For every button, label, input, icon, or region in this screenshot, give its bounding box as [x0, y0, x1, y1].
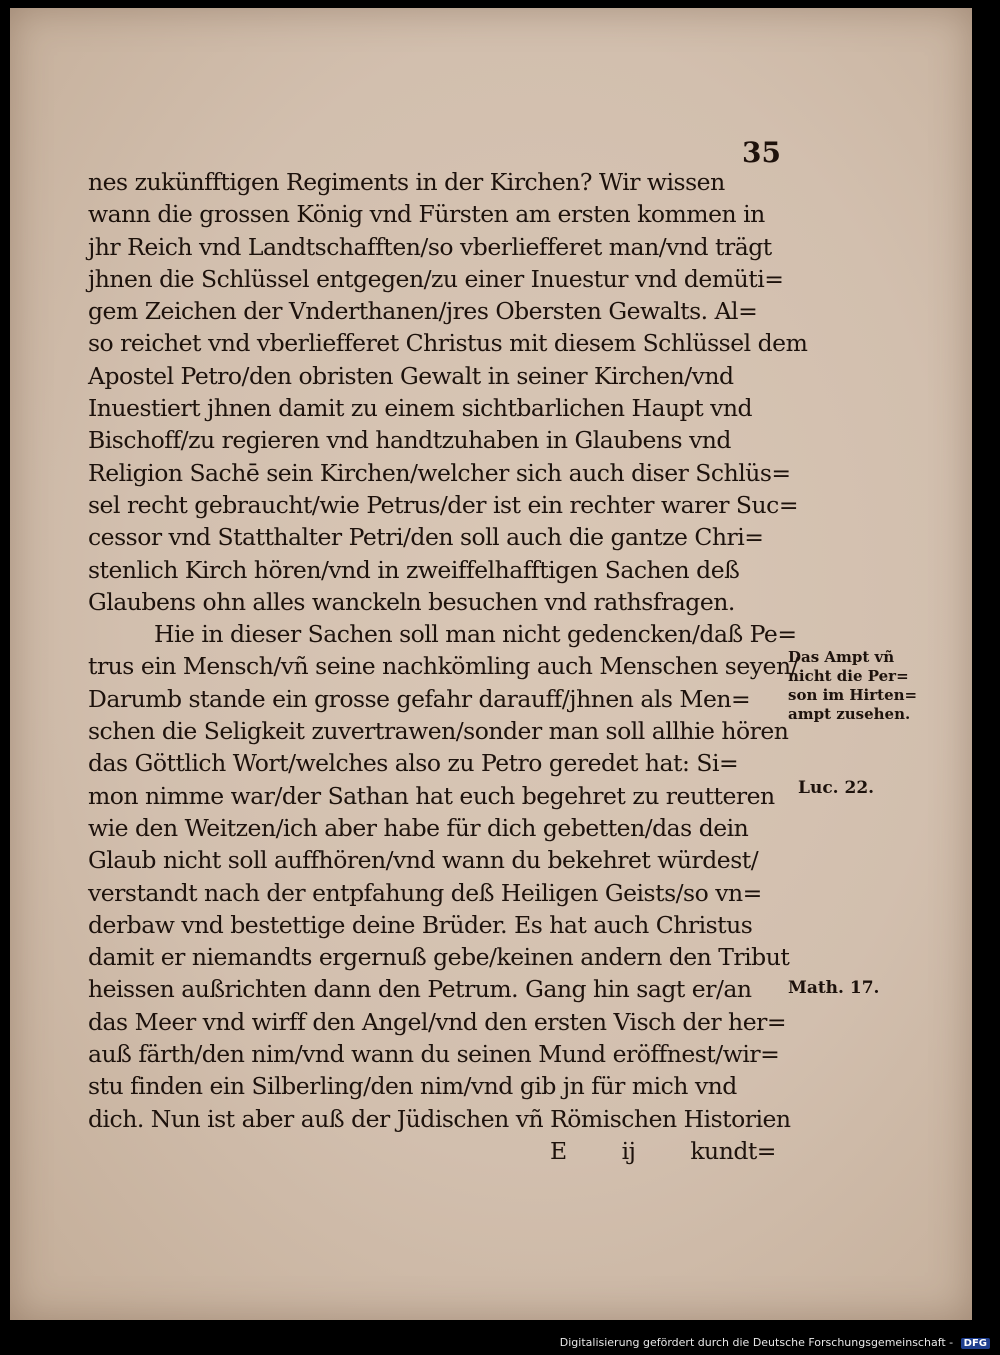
text-line: verstandt nach der entpfahung deß Heiligen Geists/so vn= — [88, 878, 762, 907]
text-line: Inuestiert jhnen damit zu einem sichtbarlichen Haupt vnd — [88, 394, 753, 423]
text-line: mon nimme war/der Sathan hat euch begehret zu reutteren — [88, 781, 775, 810]
text-line: das Göttlich Wort/welches also zu Petro geredet hat: Si= — [88, 749, 739, 778]
text-line: wie den Weitzen/ich aber habe für dich gebetten/das dein — [88, 813, 749, 842]
text-line: das Meer vnd wirff den Angel/vnd den ersten Visch der her= — [88, 1007, 787, 1036]
text-line: Glaubens ohn alles wanckeln besuchen vnd rathsfragen. — [88, 587, 735, 616]
text-line: auß färth/den nim/vnd wann du seinen Mund eröffnest/wir= — [88, 1040, 780, 1069]
text-line: wann die grossen König vnd Fürsten am ersten kommen in — [88, 200, 765, 229]
text-line: jhnen die Schlüssel entgegen/zu einer Inuestur vnd demüti= — [88, 264, 784, 293]
text-line: stu finden ein Silberling/den nim/vnd gib jn für mich vnd — [88, 1072, 737, 1101]
text-line: Glaub nicht soll auffhören/vnd wann du bekehret würdest/ — [88, 846, 759, 875]
signature-mark: E — [550, 1136, 567, 1165]
text-line: so reichet vnd vberliefferet Christus mit diesem Schlüssel dem — [88, 329, 808, 358]
text-line: derbaw vnd bestettige deine Brüder. Es hat auch Christus — [88, 910, 753, 939]
page-number: 35 — [742, 136, 781, 169]
text-line: gem Zeichen der Vnderthanen/jres Obersten Gewalts. Al= — [88, 297, 758, 326]
text-line: sel recht gebraucht/wie Petrus/der ist ein rechter warer Suc= — [88, 490, 799, 519]
text-line: stenlich Kirch hören/vnd in zweiffelhafftigen Sachen deß — [88, 555, 740, 584]
text-line: heissen außrichten dann den Petrum. Gang hin sagt er/an — [88, 975, 752, 1004]
text-line: dich. Nun ist aber auß der Jüdischen vñ Römischen Historien — [88, 1104, 791, 1133]
margin-note-line: ampt zusehen. — [788, 705, 911, 723]
footer-text: Digitalisierung gefördert durch die Deutsche Forschungsgemeinschaft - — [559, 1336, 954, 1349]
text-line: damit er niemandts ergernuß gebe/keinen andern den Tribut — [88, 943, 790, 972]
text-line: Apostel Petro/den obristen Gewalt in seiner Kirchen/vnd — [88, 361, 734, 390]
book-page — [10, 8, 972, 1320]
text-line: cessor vnd Statthalter Petri/den soll auch die gantze Chri= — [88, 523, 764, 552]
margin-note-line: Das Ampt vñ — [788, 648, 895, 666]
margin-note-line: son im Hirten= — [788, 686, 918, 704]
footer-credit — [0, 1336, 990, 1349]
text-line: Darumb stande ein grosse gefahr darauff/jhnen als Men= — [88, 684, 751, 713]
margin-note — [788, 648, 917, 724]
signature-number: ij — [621, 1136, 636, 1165]
text-line: Hie in dieser Sachen soll man nicht gedencken/daß Pe= — [154, 620, 797, 649]
margin-note-line: nicht die Per= — [788, 667, 909, 685]
margin-reference-luke: Luc. 22. — [798, 778, 875, 798]
text-line: jhr Reich vnd Landtschafften/so vberliefferet man/vnd trägt — [88, 232, 772, 261]
margin-reference-matthew: Math. 17. — [788, 978, 880, 998]
signature-line — [88, 1135, 788, 1167]
dfg-logo: DFG — [961, 1338, 990, 1349]
body-text — [88, 166, 808, 1167]
text-line: trus ein Mensch/vñ seine nachkömling auch Menschen seyen/ — [88, 652, 799, 681]
text-line: Bischoff/zu regieren vnd handtzuhaben in Glaubens vnd — [88, 426, 731, 455]
text-line: Religion Sachē sein Kirchen/welcher sich auch diser Schlüs= — [88, 458, 791, 487]
text-line: schen die Seligkeit zuvertrawen/sonder man soll allhie hören — [88, 717, 789, 746]
text-line: nes zukünfftigen Regiments in der Kirchen? Wir wissen — [88, 168, 725, 196]
catchword: kundt= — [690, 1136, 776, 1165]
